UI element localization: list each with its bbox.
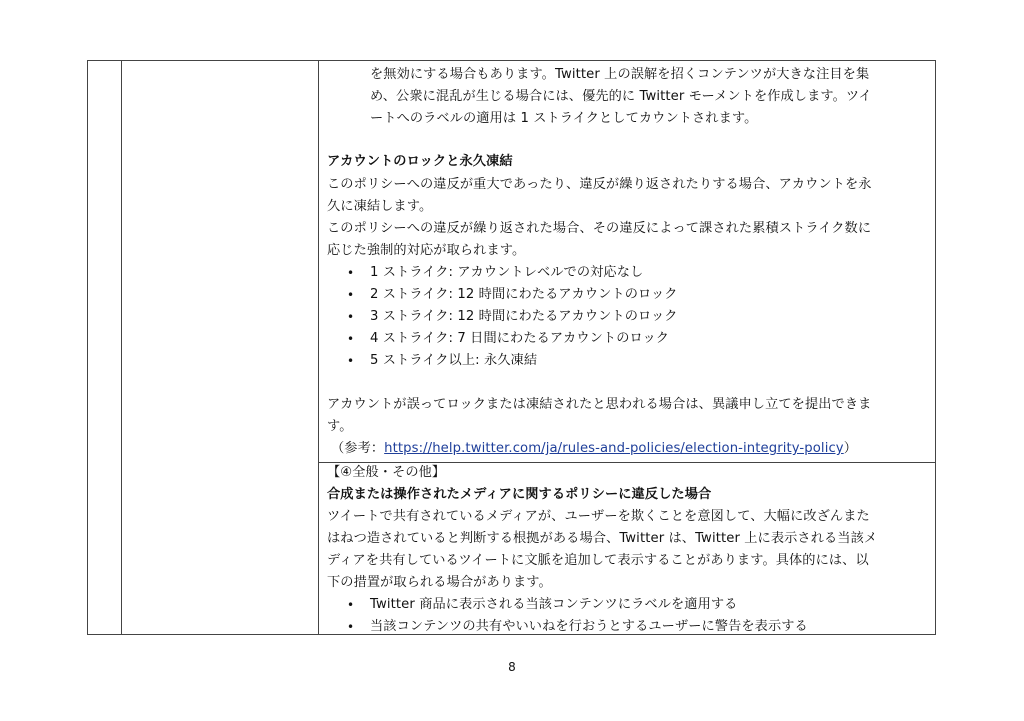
bullet-icon: •: [347, 598, 355, 612]
bullet-icon: •: [347, 332, 355, 346]
bullet-icon: •: [347, 620, 355, 634]
text-line: を無効にする場合もあります。Twitter 上の誤解を招くコンテンツが大きな注目を集: [370, 67, 870, 82]
list-item: 1 ストライク: アカウントレベルでの対応なし: [370, 265, 644, 280]
list-item: 当該コンテンツの共有やいいねを行おうとするユーザーに警告を表示する: [370, 619, 808, 634]
text-line: 久に凍結します。: [327, 199, 433, 214]
text-line: ートへのラベルの適用は 1 ストライクとしてカウントされます。: [370, 111, 758, 126]
list-item: 4 ストライク: 7 日間にわたるアカウントのロック: [370, 331, 670, 346]
text-line: このポリシーへの違反が重大であったり、違反が繰り返されたりする場合、アカウントを永: [327, 177, 872, 192]
column-divider: [121, 61, 122, 634]
page-number: 8: [508, 660, 516, 674]
text-line: アカウントが誤ってロックまたは凍結されたと思われる場合は、異議申し立てを提出できま: [327, 397, 872, 412]
text-line: め、公衆に混乱が生じる場合には、優先的に Twitter モーメントを作成します。ツイ: [370, 89, 872, 104]
text-line: 応じた強制的対応が取られます。: [327, 243, 526, 258]
bullet-icon: •: [347, 288, 355, 302]
list-item: 2 ストライク: 12 時間にわたるアカウントのロック: [370, 287, 678, 302]
bullet-icon: •: [347, 266, 355, 280]
reference-suffix: ）: [843, 441, 858, 456]
list-item: 5 ストライク以上: 永久凍結: [370, 353, 538, 368]
bullet-icon: •: [347, 310, 355, 324]
reference-line: [331, 439, 857, 459]
list-item: Twitter 商品に表示される当該コンテンツにラベルを適用する: [370, 597, 738, 612]
list-item: 3 ストライク: 12 時間にわたるアカウントのロック: [370, 309, 678, 324]
text-line: ツイートで共有されているメディアが、ユーザーを欺くことを意図して、大幅に改ざんまた: [327, 509, 870, 524]
bullet-icon: •: [347, 354, 355, 368]
reference-prefix: （参考：: [331, 441, 385, 456]
column-divider: [318, 61, 319, 634]
text-line: 下の措置が取られる場合があります。: [327, 575, 552, 590]
reference-link[interactable]: https://help.twitter.com/ja/rules-and-policies/election-integrity-policy: [384, 441, 844, 456]
section-label: 【④全般・その他】: [327, 465, 446, 480]
text-line: す。: [327, 419, 353, 434]
text-line: ディアを共有しているツイートに文脈を追加して表示することがあります。具体的には、以: [327, 553, 869, 568]
text-line: はねつ造されていると判断する根拠がある場合、Twitter は、Twitter 上に表示される当該メ: [327, 531, 878, 546]
section-heading: 合成または操作されたメディアに関するポリシーに違反した場合: [327, 487, 712, 502]
section-heading: アカウントのロックと永久凍結: [327, 154, 513, 169]
text-line: このポリシーへの違反が繰り返された場合、その違反によって課された累積ストライク数に: [327, 221, 872, 236]
